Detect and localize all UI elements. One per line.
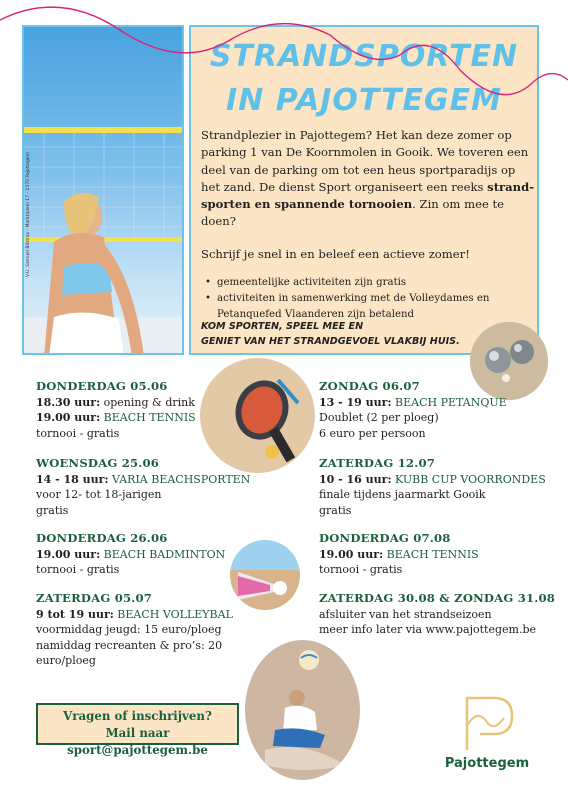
intro-part-1: Strandplezier in Pajottegem? Het kan deze zomer op parking 1 van De Koornmolen in Gooik. We toveren een deel van de parking om tot een heus sportparadijs op het zand. De dienst Sport organiseert een reeks xyxy=(201,128,529,194)
event-card xyxy=(319,455,549,518)
slogan xyxy=(201,319,491,349)
signup-text: Schrijf je snel in en beleef een actieve zomer! xyxy=(201,247,470,261)
event-line xyxy=(36,426,236,441)
event-text: gratis xyxy=(319,503,352,517)
event-line xyxy=(319,607,559,622)
slogan-line-2: GENIET VAN HET STRANDGEVOEL VLAKBIJ HUIS. xyxy=(201,336,460,347)
event-line xyxy=(319,472,549,487)
event-time: 19.00 uur: xyxy=(36,548,101,561)
event-time: 9 tot 19 uur: xyxy=(36,608,114,621)
event-line xyxy=(36,562,236,577)
event-day: ZATERDAG 05.07 xyxy=(36,591,153,605)
page-title xyxy=(191,35,537,123)
event-card xyxy=(319,590,559,638)
event-text: tornooi - gratis xyxy=(36,563,120,577)
event-activity: VARIA BEACHSPORTEN xyxy=(108,473,251,486)
event-text: Doublet (2 per ploeg) xyxy=(319,411,439,425)
event-card xyxy=(36,455,256,518)
info-bullets xyxy=(205,275,525,323)
event-line xyxy=(319,622,559,637)
event-time: 10 - 16 uur: xyxy=(319,473,392,486)
slogan-line-1: KOM SPORTEN, SPEEL MEE EN xyxy=(201,321,364,332)
event-line xyxy=(36,395,236,410)
event-day: ZATERDAG 12.07 xyxy=(319,456,436,470)
event-line xyxy=(319,426,549,441)
event-activity: BEACH TENNIS xyxy=(100,411,196,425)
event-line xyxy=(319,562,549,577)
contact-question: Vragen of inschrijven? xyxy=(63,709,212,723)
event-text: afsluiter van het strandseizoen xyxy=(319,608,492,621)
event-line xyxy=(36,487,256,502)
intro-text xyxy=(201,127,535,231)
event-line xyxy=(36,622,281,637)
event-line xyxy=(36,607,281,622)
event-text: opening & drink xyxy=(100,396,195,409)
event-time: 19.00 uur: xyxy=(36,411,101,425)
event-text: meer info later via www.pajottegem.be xyxy=(319,623,536,637)
event-day: ZATERDAG 30.08 & ZONDAG 31.08 xyxy=(319,591,556,605)
event-day: WOENSDAG 25.06 xyxy=(36,456,160,470)
event-text: tornooi - gratis xyxy=(319,563,403,577)
event-activity: BEACH BADMINTON xyxy=(100,548,226,561)
event-time: 19.00 uur: xyxy=(319,548,384,561)
event-card xyxy=(36,378,236,441)
pajottegem-logo xyxy=(432,688,542,778)
event-day: ZONDAG 06.07 xyxy=(319,379,420,393)
event-card xyxy=(319,530,549,578)
intro-box xyxy=(189,25,539,355)
contact-email-link[interactable]: Mail naar sport@pajottegem.be xyxy=(67,726,208,757)
event-text: voor 12- tot 18-jarigen xyxy=(36,488,162,502)
event-line xyxy=(319,487,549,502)
bullet-item: • gemeentelijke activiteiten zijn gratis xyxy=(205,275,525,291)
event-line xyxy=(36,547,236,562)
event-text: voormiddag jeugd: 15 euro/ploeg xyxy=(36,623,222,637)
event-text: namiddag recreanten & pro’s: 20 euro/ploeg xyxy=(36,638,223,668)
event-line xyxy=(319,503,549,518)
publisher-credit: V.U. Samuel Bilstras - Markt/plein 17 - 1570 Pajottegem xyxy=(26,152,31,277)
event-line xyxy=(36,410,236,425)
event-day: DONDERDAG 07.08 xyxy=(319,531,451,545)
event-line xyxy=(319,410,549,425)
bullet-item: • activiteiten in samenwerking met de Volleydames en Petanquefed Vlaanderen zijn betalend xyxy=(205,291,525,323)
volleyball-player-photo xyxy=(22,25,184,355)
intro-part-2: . Zin om mee te doen? xyxy=(201,197,505,229)
event-time: 13 - 19 uur: xyxy=(319,396,392,409)
title-line-1: STRANDSPORTEN xyxy=(209,39,519,74)
event-text: tornooi - gratis xyxy=(36,426,120,440)
event-card xyxy=(319,378,549,441)
event-time: 18.30 uur: xyxy=(36,396,101,409)
event-text: 6 euro per persoon xyxy=(319,426,426,440)
event-line xyxy=(319,547,549,562)
event-text: finale tijdens jaarmarkt Gooik xyxy=(319,488,486,502)
event-activity: BEACH TENNIS xyxy=(383,548,479,561)
contact-box xyxy=(36,703,239,757)
event-line xyxy=(36,638,281,669)
intro-bold: strand-sporten en spannende tornooien xyxy=(201,179,535,212)
event-line xyxy=(319,395,549,410)
event-activity: KUBB CUP VOORRONDES xyxy=(391,473,546,486)
title-line-2: IN PAJOTTEGEM xyxy=(226,83,502,118)
event-card xyxy=(36,530,236,578)
event-line xyxy=(36,503,256,518)
logo-wordmark: Pajottegem xyxy=(444,756,530,771)
event-line xyxy=(36,472,256,487)
event-activity: BEACH VOLLEYBAL xyxy=(113,608,233,621)
event-activity: BEACH PETANQUE xyxy=(391,396,507,409)
event-card xyxy=(36,590,281,669)
event-text: gratis xyxy=(36,503,69,517)
event-day: DONDERDAG 05.06 xyxy=(36,379,168,393)
event-time: 14 - 18 uur: xyxy=(36,473,109,486)
event-day: DONDERDAG 26.06 xyxy=(36,531,168,545)
